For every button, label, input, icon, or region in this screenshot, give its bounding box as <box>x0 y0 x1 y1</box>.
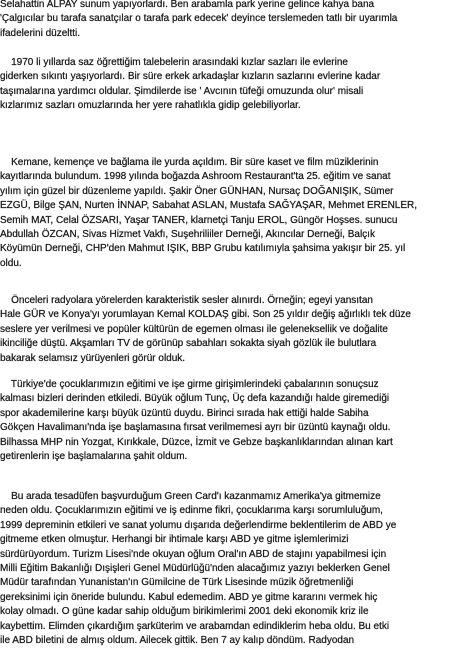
text-line: Hale GÜR ve Konya'yı yorumlayan Kemal KOLDAŞ gibi. Son 25 yıldır değiş ağırlıklı tek düze <box>0 309 411 321</box>
text-line: Selahattin ALPAY sunum yapıyorlardı. Ben arabamla park yerine gelince kahya bana <box>0 0 375 10</box>
text-line: Bilhassa MHP nin Yozgat, Kırıkkale, Düzce, İzmit ve Gebze başkanlıklarından alınan kart <box>0 436 393 448</box>
text-line: Semih MAT, Celal ÖZSARI, Yaşar TANER, klarnetçi Tanju EROL, Güngör Hoşses. sunucu <box>0 214 398 226</box>
text-line: gereksinimi için öneride bulundu. Kabul edemedim. ABD ye gitme kararını vermek hiç <box>0 591 378 603</box>
text-line: 'Çalgıcılar bu tarafa sanatçılar o tarafa park edecek' deyince terslemeden tatlı bir uyarımla <box>0 13 398 25</box>
text-line: Önceleri radyolara yörelerden karakteristik sesler alınırdı. Örneğin; egeyi yansıtan <box>0 295 373 306</box>
text-line: kaybettim. Elimden çıkardığım şarküterim ve arabamdan edindiklerim heba oldu. Bu etki <box>0 620 390 632</box>
text-line: kalması bizleri derinden etkiledi. Büyük oğlum Tunç, Üç defa kazandığı halde giremediği <box>0 393 390 405</box>
text-line: oldu. <box>0 257 22 269</box>
paragraph-5 <box>0 378 393 464</box>
paragraph-4 <box>0 294 411 366</box>
text-line: getirenlerin işe başlamalarına şahit oldum. <box>0 450 188 462</box>
text-line: gitmeme etken olmuştur. Herhangi bir ihtimale karşı ABD ye gitme işlemlerimizi <box>0 534 349 546</box>
text-line: taşımalarına yardımcı oldular. Şimdilerde ise ' Avcının tüfeği omuzunda olur' misali <box>0 85 364 97</box>
text-line: kayıtlarında bulundum. 1998 yılında boğazda Ashroom Restaurant'ta 25. eğitim ve sanat <box>0 171 391 183</box>
text-line: Müdür tarafından Yunanistan'ın Gümilcine de Türk Lisesinde müzik öğretmenliği <box>0 577 354 589</box>
paragraph-1 <box>0 0 397 41</box>
paragraph-2 <box>0 56 380 114</box>
text-line: Milli Eğitim Bakanlığı Dışişleri Genel Müdürlüğü'nden alacağımız yazıyı beklerken Genel <box>0 562 390 574</box>
text-line: giderken sıkıntı yaşıyorlardı. Bir süre erkek arkadaşlar kızların sazlarını evlerine kadar <box>0 71 381 83</box>
text-line: Bu arada tesadüfen başvurduğum Green Card'ı kazanmamız Amerika'ya gitmemize <box>0 491 381 502</box>
text-line: ile ABD biletini de almış oldum. Ailecek gittik. Ben 7 ay kalıp döndüm. Radyodan <box>0 634 355 646</box>
text-line: ifadelerini düzeltti. <box>0 27 81 39</box>
paragraph-3 <box>0 156 417 271</box>
text-line: Abdullah ÖZCAN, Sivas Hizmet Vakfı, Suşehriliiler Derneği, Akıncılar Derneği, Balçık <box>0 228 375 240</box>
paragraph-6 <box>0 490 396 648</box>
text-line: ikinciliğe düştü. Akşamları TV de görünüp sabahları sokakta siyah gözlük ile bulutlara <box>0 338 377 350</box>
text-line: kolay olmadı. O güne kadar sahip olduğum birikimlerimi 2001 deki ekonomik kriz ile <box>0 606 369 618</box>
text-line: Türkiye'de çocuklarımızın eğitimi ve işe girme girişimlerindeki çabalarının sonuçsuz <box>0 379 379 390</box>
text-line: yılım için güzel bir düzenleme yapıldı. Şakir Öner GÜNHAN, Nursaç DOĞANIŞIK, Sümer <box>0 185 394 197</box>
text-line: 1999 depreminin etkileri ve sanat yolumu dışarıda değerlendirme beklentilerim de ABD ye <box>0 519 397 531</box>
text-line: neden oldu. Çocuklarımızın eğitimi ve iş edinme fikri, çocuklarıma karşı sorumluluğum, <box>0 505 383 517</box>
text-line: spor akademilerine karşı büyük üzüntü duydu. Birinci sırada hak ettiği halde Sabiha <box>0 407 369 419</box>
text-line: Kemane, kemençe ve bağlama ile yurda açıldım. Bir süre kaset ve film müziklerinin <box>0 157 379 168</box>
text-line: Köyümün Derneği, CHP'den Mahmut IŞIK, BBP Grubu katılımıyla şahsima yakışır bir 25. yıl <box>0 243 406 255</box>
text-line: seslere yer verilmesi ve popüler kültürün de egemen olması ile geleneksellik ve doğalite <box>0 323 388 335</box>
text-line: 1970 li yıllarda saz öğrettiğim talebelerin arasındaki kızlar sazları ile evlerine <box>0 57 348 68</box>
text-line: bakarak selamsız yürüyenleri görür olduk. <box>0 352 186 364</box>
text-line: Gökçen Havalimanı'nda işe başlamasına fırsat verilmemesi ayrı bir üzüntü kaynağı oldu. <box>0 422 391 434</box>
text-line: kızlarımız sazları omuzlarında her yere rahatlıkla gidip gelebiliyorlar. <box>0 100 301 112</box>
text-line: sürdürüyordum. Turizm Lisesi'nde okuyan oğlum Oral'ın ABD de stajını yapabilmesi için <box>0 548 387 560</box>
text-line: EZGÜ, Bilge ŞAN, Nurten İNNAP, Sabahat ASLAN, Mustafa SAĞYAŞAR, Mehmet ERENLER, <box>0 200 418 212</box>
